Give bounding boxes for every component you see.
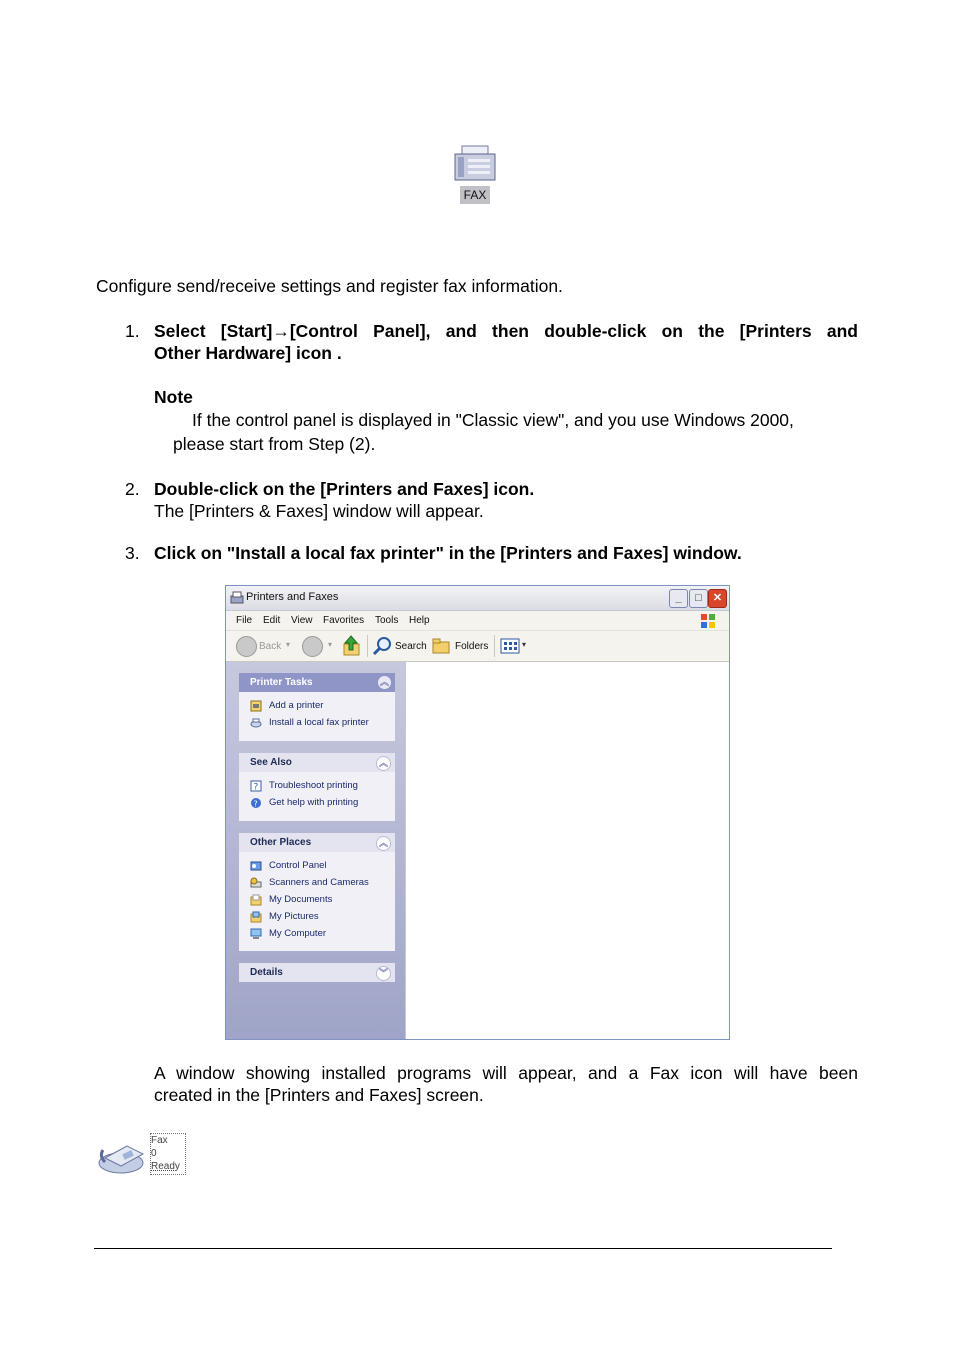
collapse-chevron-icon[interactable]: ︽ <box>379 677 389 687</box>
help-page-icon <box>250 780 262 792</box>
control-panel-icon <box>250 860 262 872</box>
task-pane <box>226 662 405 1039</box>
add-printer-icon <box>250 700 262 712</box>
search-icon[interactable] <box>372 636 392 656</box>
svg-text:?: ? <box>253 782 259 792</box>
step-2-bold: Double-click on the [Printers and Faxes] icon. <box>154 479 535 499</box>
fax-printer-status: Ready <box>151 1161 180 1172</box>
menu-view[interactable]: View <box>291 615 313 626</box>
printer-tasks-header[interactable] <box>239 673 395 692</box>
footer-divider <box>94 1248 832 1249</box>
see-also-title: See Also <box>250 757 292 768</box>
fax-printer-name: Fax <box>151 1135 168 1146</box>
window-titlebar <box>226 586 729 611</box>
step-3-number: 3. <box>125 543 140 563</box>
step-2-text: The [Printers & Faxes] window will appear. <box>154 501 484 521</box>
step-1-line-1: Select [Start]→[Control Panel], and then double-click on the [Printers and <box>154 321 858 341</box>
result-line-2: created in the [Printers and Faxes] screen. <box>154 1085 484 1105</box>
fax-printer-icon[interactable] <box>97 1136 149 1176</box>
result-line-1: A window showing installed programs will appear, and a Fax icon will have been <box>154 1063 858 1083</box>
toolbar <box>226 631 729 662</box>
step-2-number: 2. <box>125 479 140 499</box>
note-line-2: please start from Step (2). <box>173 434 376 454</box>
maximize-button[interactable]: □ <box>689 589 708 608</box>
menu-tools[interactable]: Tools <box>375 615 399 626</box>
collapse-chevron-icon[interactable]: ︽ <box>376 836 391 851</box>
svg-text:?: ? <box>253 799 258 809</box>
other-places-header[interactable] <box>239 833 395 852</box>
forward-arrow-icon[interactable] <box>302 636 323 657</box>
menu-edit[interactable]: Edit <box>263 615 281 626</box>
back-dropdown-icon[interactable]: ▾ <box>286 640 291 649</box>
views-icon[interactable] <box>500 637 520 655</box>
back-button-label: Back <box>259 641 282 652</box>
folders-icon[interactable] <box>432 637 452 655</box>
step-3-bold: Click on "Install a local fax printer" in the [Printers and Faxes] window. <box>154 543 742 563</box>
fax-printer-count: 0 <box>151 1148 157 1159</box>
printer-tasks-panel: Printer Tasks ︽ Add a printer Install a local fax printer <box>239 673 395 741</box>
see-also-header[interactable] <box>239 753 395 772</box>
other-places-panel: Other Places ︽ Control Panel Scanners and Cameras My Documents My Pictures My Computer <box>239 833 395 951</box>
printer-folder-icon <box>230 591 244 605</box>
step-1-number: 1. <box>125 321 140 341</box>
step-1-line-2: Other Hardware] icon . <box>154 343 342 363</box>
note-line-1: If the control panel is displayed in "Classic view", and you use Windows 2000, <box>192 410 794 430</box>
details-title: Details <box>250 967 283 978</box>
views-dropdown-icon[interactable]: ▾ <box>522 640 527 649</box>
fax-printer-icon <box>250 717 262 729</box>
intro-text: Configure send/receive settings and register fax information. <box>96 276 563 296</box>
printer-tasks-title: Printer Tasks <box>250 677 313 688</box>
back-arrow-icon[interactable] <box>236 636 257 657</box>
fax-machine-icon <box>452 144 498 184</box>
details-panel <box>239 963 395 982</box>
forward-dropdown-icon[interactable]: ▾ <box>328 640 333 649</box>
search-button-label[interactable]: Search <box>395 641 427 652</box>
windows-logo-icon <box>699 612 717 629</box>
see-also-panel: See Also ︽ ? Troubleshoot printing ? Get help with printing <box>239 753 395 821</box>
menu-favorites[interactable]: Favorites <box>323 615 365 626</box>
expand-chevron-icon[interactable]: ︾ <box>376 966 391 981</box>
computer-icon <box>250 928 262 940</box>
menu-file[interactable]: File <box>236 615 253 626</box>
pictures-folder-icon <box>250 911 262 923</box>
menu-bar <box>226 611 729 631</box>
help-circle-icon <box>250 797 262 809</box>
details-header[interactable] <box>239 963 395 982</box>
fax-icon-label: FAX <box>460 186 490 204</box>
documents-folder-icon <box>250 894 262 906</box>
menu-help[interactable]: Help <box>409 615 430 626</box>
minimize-button[interactable]: _ <box>669 589 688 608</box>
fax-printer-label <box>150 1133 186 1175</box>
collapse-chevron-icon[interactable]: ︽ <box>376 756 391 771</box>
other-places-title: Other Places <box>250 837 312 848</box>
up-folder-icon[interactable] <box>342 635 362 657</box>
scanner-camera-icon <box>250 877 262 889</box>
printers-and-faxes-window <box>225 585 730 1040</box>
printers-content-area[interactable] <box>405 662 730 1039</box>
close-button[interactable]: ✕ <box>708 589 727 608</box>
window-title: Printers and Faxes <box>246 591 339 603</box>
note-heading: Note <box>154 387 193 407</box>
folders-button-label[interactable]: Folders <box>455 641 489 652</box>
